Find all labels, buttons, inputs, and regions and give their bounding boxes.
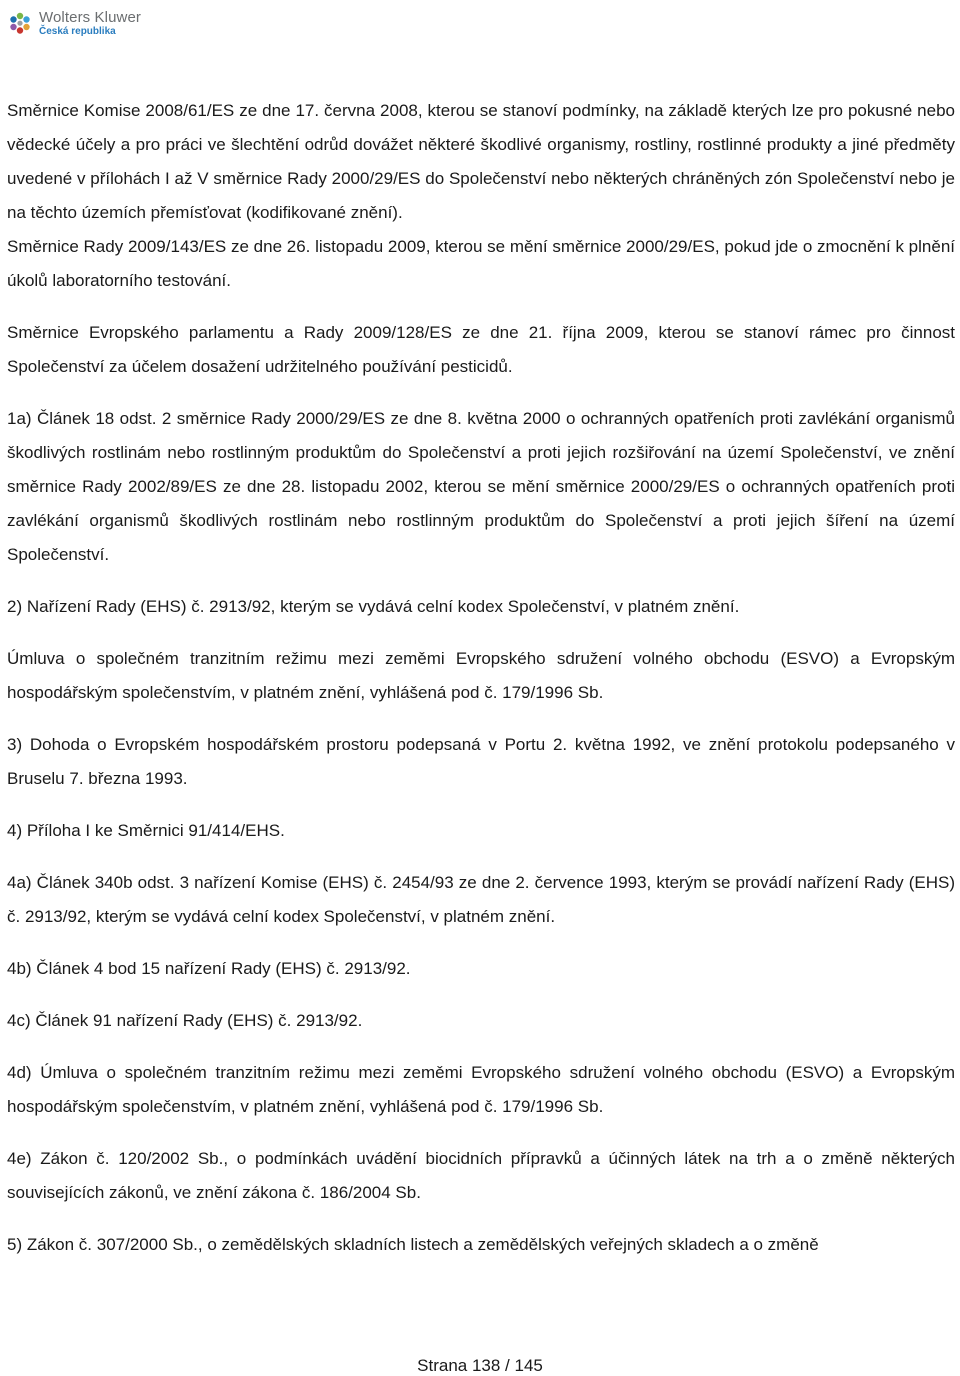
footnote-4e: 4e) Zákon č. 120/2002 Sb., o podmínkách uvádění biocidních přípravků a účinných látek na trh a o změně některých souvisejících zákonů, ve znění zákona č. 186/2004 Sb. bbox=[7, 1149, 955, 1202]
paragraph-directive-2009-143: Směrnice Rady 2009/143/ES ze dne 26. listopadu 2009, kterou se mění směrnice 2000/29/ES, pokud jde o zmocnění k plnění úkolů laboratorního testování. bbox=[7, 237, 955, 290]
paragraph-directive-2008-61: Směrnice Komise 2008/61/ES ze dne 17. června 2008, kterou se stanoví podmínky, na základě kterých lze pro pokusné nebo vědecké účely a pro práci ve šlechtění odrůd dovážet některé škodlivé organismy, rostliny, rostlinné produkty a jiné předměty uvedené v přílohách I až V směrnice Rady 2000/29/ES do Společenství nebo některých chráněných zón Společenství nebo je na těchto územích přemísťovat (kodifikované znění). bbox=[7, 101, 955, 222]
wolters-kluwer-logo-icon bbox=[6, 9, 34, 37]
footnote-3: 3) Dohoda o Evropském hospodářském prostoru podepsaná v Portu 2. května 1992, ve znění protokolu podepsaného v Bruselu 7. března 1993. bbox=[7, 735, 955, 788]
page-number: Strana 138 / 145 bbox=[417, 1356, 543, 1375]
paragraph-directive-2009-128: Směrnice Evropského parlamentu a Rady 2009/128/ES ze dne 21. října 2009, kterou se stanoví rámec pro činnost Společenství za účelem dosažení udržitelného používání pesticidů. bbox=[7, 323, 955, 376]
footnote-4b: 4b) Článek 4 bod 15 nařízení Rady (EHS) č. 2913/92. bbox=[7, 959, 411, 978]
footnote-4: 4) Příloha I ke Směrnici 91/414/EHS. bbox=[7, 821, 285, 840]
document-body bbox=[7, 94, 955, 1262]
logo-region: Česká republika bbox=[39, 25, 116, 37]
logo-brand-name: Wolters Kluwer bbox=[39, 8, 141, 26]
footnote-4c: 4c) Článek 91 nařízení Rady (EHS) č. 2913/92. bbox=[7, 1011, 363, 1030]
footnote-2: 2) Nařízení Rady (EHS) č. 2913/92, kterým se vydává celní kodex Společenství, v platném znění. bbox=[7, 597, 740, 616]
footnote-4d: 4d) Úmluva o společném tranzitním režimu mezi zeměmi Evropského sdružení volného obchodu (ESVO) a Evropským hospodářským společenstvím, v platném znění, vyhlášená pod č. 179/1996 Sb. bbox=[7, 1063, 955, 1116]
footnote-1a: 1a) Článek 18 odst. 2 směrnice Rady 2000/29/ES ze dne 8. května 2000 o ochranných opatřeních proti zavlékání organismů škodlivých rostlinám nebo rostlinným produktům do Společenství a proti jejich rozšiřování na území Společenství, ve znění směrnice Rady 2002/89/ES ze dne 28. listopadu 2002, kterou se mění směrnice 2000/29/ES o ochranných opatřeních proti zavlékání organismů škodlivých rostlinám nebo rostlinným produktům do Společenství a proti jejich šíření na území Společenství. bbox=[7, 409, 955, 564]
publisher-logo bbox=[6, 6, 141, 40]
footnote-5: 5) Zákon č. 307/2000 Sb., o zemědělských skladních listech a zemědělských veřejných skladech a o změně bbox=[7, 1235, 819, 1254]
footnote-4a: 4a) Článek 340b odst. 3 nařízení Komise (EHS) č. 2454/93 ze dne 2. července 1993, kterým se provádí nařízení Rady (EHS) č. 2913/92, kterým se vydává celní kodex Společenství, v platném znění. bbox=[7, 873, 955, 926]
paragraph-transit-convention: Úmluva o společném tranzitním režimu mezi zeměmi Evropského sdružení volného obchodu (ESVO) a Evropským hospodářským společenstvím, v platném znění, vyhlášená pod č. 179/1996 Sb. bbox=[7, 649, 955, 702]
